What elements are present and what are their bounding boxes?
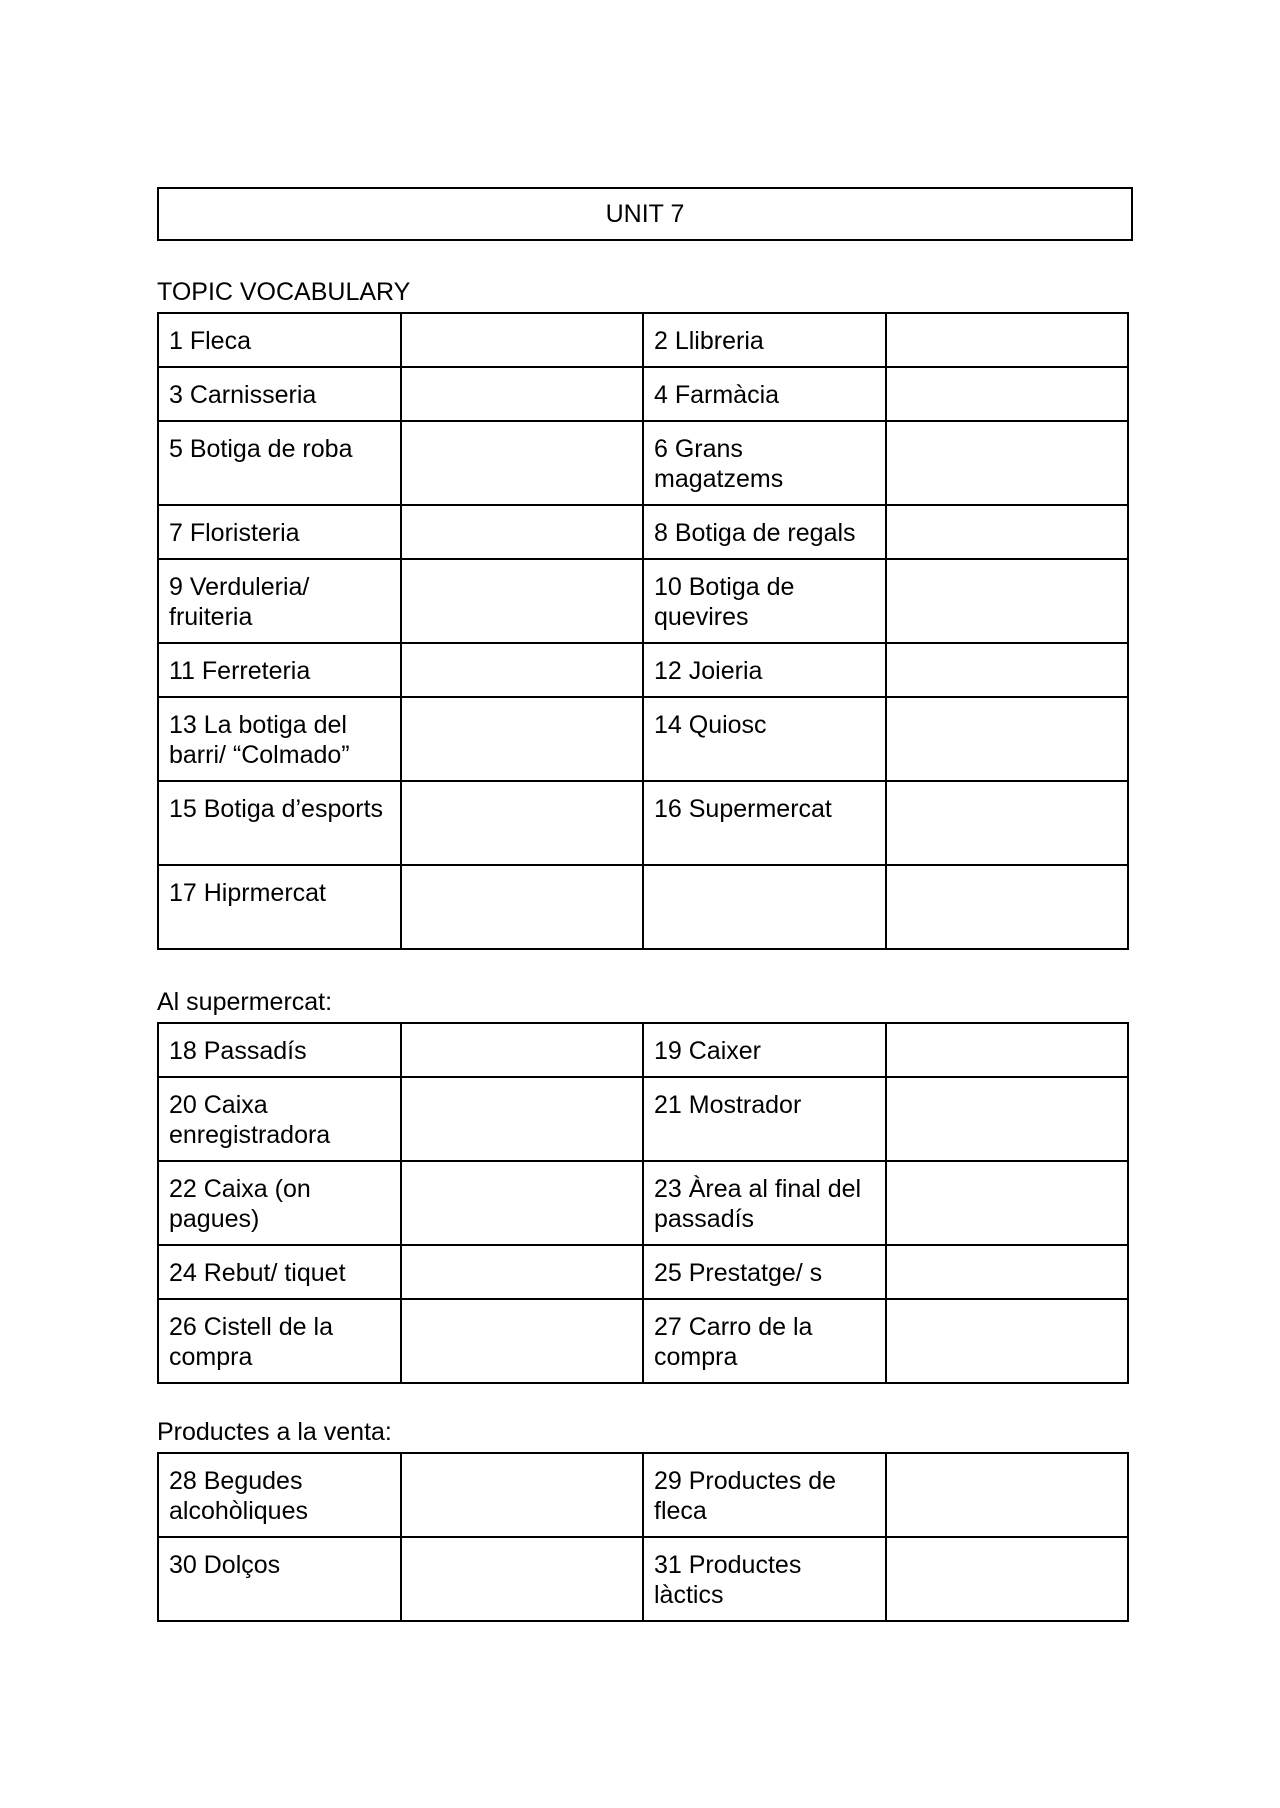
table-row [158, 1537, 1128, 1621]
table-row [158, 367, 1128, 421]
answer-cell[interactable] [401, 421, 644, 505]
answer-cell[interactable] [401, 559, 644, 643]
answer-cell[interactable] [401, 367, 644, 421]
table-row [158, 1453, 1128, 1537]
table-row [158, 865, 1128, 949]
term-cell: 30 Dolços [158, 1537, 401, 1621]
term-cell: 11 Ferreteria [158, 643, 401, 697]
term-cell: 20 Caixa enregistradora [158, 1077, 401, 1161]
answer-cell[interactable] [401, 865, 644, 949]
term-cell: 28 Begudes alcohòliques [158, 1453, 401, 1537]
table-row [158, 781, 1128, 865]
answer-cell[interactable] [886, 313, 1129, 367]
term-cell: 24 Rebut/ tiquet [158, 1245, 401, 1299]
answer-cell[interactable] [886, 1299, 1129, 1383]
answer-cell[interactable] [401, 1161, 644, 1245]
term-cell: 25 Prestatge/ s [643, 1245, 886, 1299]
vocabulary-table-shops [157, 312, 1129, 950]
answer-cell[interactable] [886, 367, 1129, 421]
term-cell: 23 Àrea al final del passadís [643, 1161, 886, 1245]
answer-cell[interactable] [401, 1299, 644, 1383]
vocabulary-table-supermarket [157, 1022, 1129, 1384]
term-cell: 15 Botiga d’esports [158, 781, 401, 865]
table-row [158, 1023, 1128, 1077]
term-cell: 19 Caixer [643, 1023, 886, 1077]
term-cell [643, 865, 886, 949]
answer-cell[interactable] [886, 781, 1129, 865]
term-cell: 6 Grans magatzems [643, 421, 886, 505]
term-cell: 12 Joieria [643, 643, 886, 697]
term-cell: 8 Botiga de regals [643, 505, 886, 559]
answer-cell[interactable] [401, 1537, 644, 1621]
answer-cell[interactable] [401, 313, 644, 367]
answer-cell[interactable] [886, 697, 1129, 781]
answer-cell[interactable] [401, 1023, 644, 1077]
answer-cell[interactable] [886, 559, 1129, 643]
term-cell: 17 Hiprmercat [158, 865, 401, 949]
answer-cell[interactable] [886, 1023, 1129, 1077]
term-cell: 16 Supermercat [643, 781, 886, 865]
answer-cell[interactable] [886, 1161, 1129, 1245]
table-row [158, 1299, 1128, 1383]
term-cell: 10 Botiga de quevires [643, 559, 886, 643]
vocabulary-table-products [157, 1452, 1129, 1622]
answer-cell[interactable] [886, 505, 1129, 559]
term-cell: 18 Passadís [158, 1023, 401, 1077]
term-cell: 27 Carro de la compra [643, 1299, 886, 1383]
table-row [158, 1077, 1128, 1161]
section-label-products: Productes a la venta: [157, 1418, 392, 1446]
table-row [158, 559, 1128, 643]
table-row [158, 313, 1128, 367]
term-cell: 2 Llibreria [643, 313, 886, 367]
term-cell: 29 Productes de fleca [643, 1453, 886, 1537]
term-cell: 1 Fleca [158, 313, 401, 367]
term-cell: 3 Carnisseria [158, 367, 401, 421]
table-row [158, 697, 1128, 781]
table-row [158, 421, 1128, 505]
table-row [158, 505, 1128, 559]
answer-cell[interactable] [886, 865, 1129, 949]
table-row [158, 1161, 1128, 1245]
answer-cell[interactable] [401, 505, 644, 559]
answer-cell[interactable] [886, 1245, 1129, 1299]
unit-title-box [157, 187, 1133, 241]
section-label-topic-vocabulary: TOPIC VOCABULARY [157, 278, 411, 306]
term-cell: 22 Caixa (on pagues) [158, 1161, 401, 1245]
answer-cell[interactable] [886, 1537, 1129, 1621]
term-cell: 7 Floristeria [158, 505, 401, 559]
answer-cell[interactable] [886, 1453, 1129, 1537]
term-cell: 4 Farmàcia [643, 367, 886, 421]
answer-cell[interactable] [401, 643, 644, 697]
answer-cell[interactable] [401, 1245, 644, 1299]
answer-cell[interactable] [886, 421, 1129, 505]
term-cell: 9 Verduleria/ fruiteria [158, 559, 401, 643]
table-row [158, 1245, 1128, 1299]
table-row [158, 643, 1128, 697]
section-label-supermarket: Al supermercat: [157, 988, 333, 1016]
answer-cell[interactable] [886, 643, 1129, 697]
term-cell: 5 Botiga de roba [158, 421, 401, 505]
answer-cell[interactable] [886, 1077, 1129, 1161]
unit-title: UNIT 7 [605, 199, 685, 228]
answer-cell[interactable] [401, 1453, 644, 1537]
term-cell: 13 La botiga del barri/ “Colmado” [158, 697, 401, 781]
term-cell: 26 Cistell de la compra [158, 1299, 401, 1383]
term-cell: 14 Quiosc [643, 697, 886, 781]
answer-cell[interactable] [401, 697, 644, 781]
answer-cell[interactable] [401, 781, 644, 865]
term-cell: 31 Productes làctics [643, 1537, 886, 1621]
term-cell: 21 Mostrador [643, 1077, 886, 1161]
answer-cell[interactable] [401, 1077, 644, 1161]
